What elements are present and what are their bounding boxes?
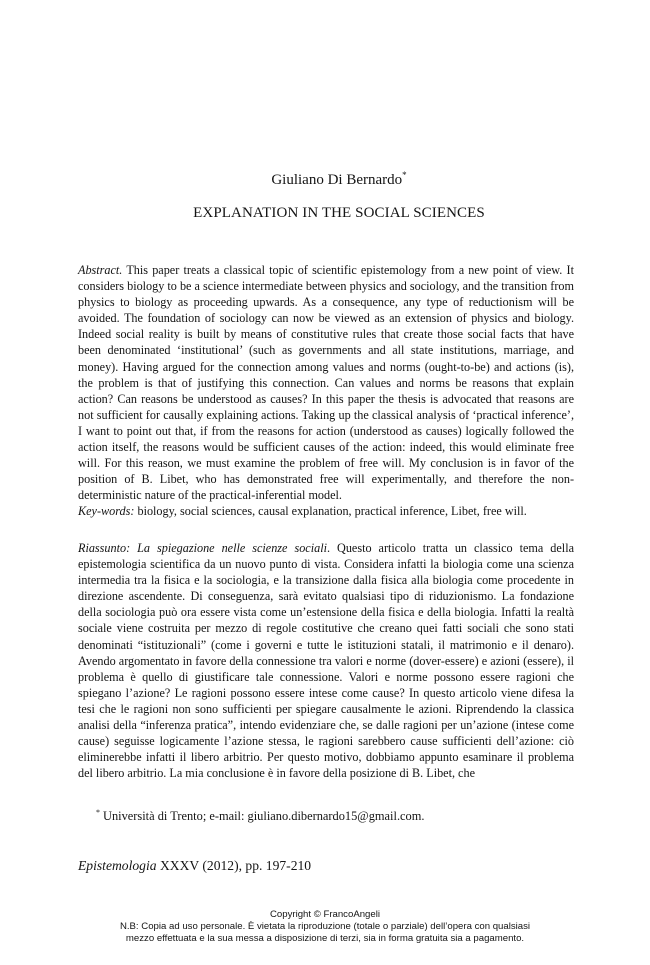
- journal-issue-pages: XXXV (2012), pp. 197-210: [156, 858, 312, 873]
- riassunto-label: Riassunto: La spiegazione nelle scienze sociali: [78, 541, 327, 555]
- abstract-text: This paper treats a classical topic of scientific epistemology from a new point of view. It considers biology to be a science intermediate between physics and sociology, and the transition from physics to biology as proceeding upwards. As a consequence, any type of reductionism will be avoided. The foundation of sociology can now be viewed as an extension of physics and biology. Indeed social reality is built by means of constitutive rules that create those social facts that have been denominated ‘institutional’ (such as governments and all state institutions, marriage, and money). Having argued for the connection among values and norms (ought-to-be) and actions (is), the problem is that of justifying this connection. Can values and norms be reasons that explain action? Can reasons be understood as causes? In this paper the thesis is advocated that reasons are not sufficient for causally explaining actions. Taking up the classical analysis of ‘practical inference’, I want to point out that, if from the reasons for action (understood as causes) logically followed the action itself, the reasons would be sufficient causes of the action: indeed, this would eliminate free will. For this reason, we must examine the problem of free will. My conclusion is in favor of the position of B. Libet, who has demonstrated free will experimentally, and therefore the non-deterministic nature of the practical-inferential model.: [78, 263, 574, 503]
- copyright-line-3: mezzo effettuata e la sua messa a disposizione di terzi, sia in forma gratuita sia a pagamento.: [125, 933, 525, 944]
- footnote-text: Università di Trento; e-mail: giuliano.dibernardo15@gmail.com.: [103, 809, 425, 823]
- author-name-text: Giuliano Di Bernardo: [271, 172, 403, 188]
- journal-citation: [78, 858, 311, 874]
- abstract-section: [78, 262, 574, 520]
- article-title: EXPLANATION IN THE SOCIAL SCIENCES: [193, 205, 485, 221]
- keywords-label: Key-words:: [78, 504, 135, 519]
- abstract-paragraph: [78, 262, 574, 503]
- keywords-line: [78, 503, 574, 519]
- footnote: [96, 808, 424, 824]
- author-footnote-mark: *: [402, 170, 407, 180]
- copyright-line-2: N.B: Copia ad uso personale. È vietata la riproduzione (totale o parziale) dell’opera con qualsiasi: [119, 921, 531, 932]
- author-name: [0, 170, 650, 189]
- copyright-line-1: Copyright © FrancoAngeli: [270, 909, 380, 920]
- journal-name: Epistemologia: [78, 858, 157, 873]
- copyright-notice: [0, 909, 650, 945]
- keywords-text: biology, social sciences, causal explanation, practical inference, Libet, free will.: [134, 504, 527, 519]
- abstract-label: Abstract.: [78, 263, 123, 277]
- footnote-mark: *: [96, 808, 100, 817]
- riassunto-text: . Questo articolo tratta un classico tema della epistemologia scientifica da un nuovo punto di vista. Considera infatti la biologia come una scienza intermedia tra la fisica e la sociologia, e la transizione dalla fisica alla biologia come procedente in direzione ascendente. Di conseguenza, sarà evitato qualsiasi tipo di riduzionismo. La fondazione della sociologia può ora essere vista come un’estensione della fisica e della biologia. Infatti la realtà sociale viene costruita per mezzo di regole costitutive che creano quei fatti sociali che sono stati denominati “istituzionali” (come i governi e tutte le istituzioni statali, il matrimonio e il denaro). Avendo argomentato in favore della connessione tra valori e norme (dover-essere) e azioni (essere), il problema è quello di giustificare tale connessione. Valori e norme possono essere ragioni che spiegano l’azione? Le ragioni possono essere intese come cause? In questo articolo viene difesa la tesi che le ragioni non sono sufficienti per spiegare causalmente le azioni. Riprendendo la classica analisi della “inferenza pratica”, intendo evidenziare che, se dalle ragioni per un’azione (intese come cause) seguisse logicamente l’azione stessa, le ragioni sarebbero cause sufficienti dell’azione: ciò eliminerebbe infatti il libero arbitrio. Per questo motivo, dobbiamo appunto esaminare il problema del libero arbitrio. La mia conclusione è in favore della posizione di B. Libet, che: [78, 541, 574, 781]
- riassunto-section: [78, 540, 574, 781]
